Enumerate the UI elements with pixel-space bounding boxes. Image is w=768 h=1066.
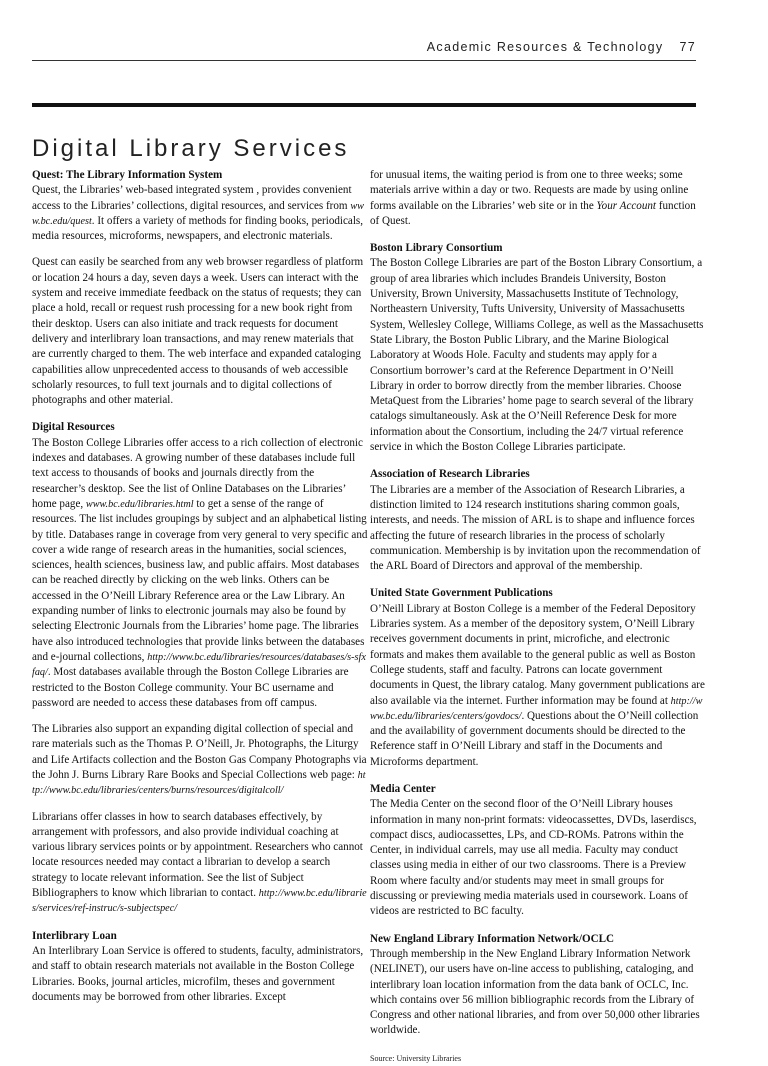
section-heading: Boston Library Consortium [370, 242, 503, 255]
text-run: The Boston College Libraries are part of the Boston Library Consortium, a group of area libraries which includes Brandeis University, Boston University, Brown University, Massachusetts Institute of Technology, Northeastern University, Tufts University, University of Massachusetts System, Wellesley College, Williams College, as well as the Massachusetts State Library, the Boston Public Library, and the Marine Biological Laboratory at Woods Hole. Faculty and students may apply for a Consortium borrower’s card at the Reference Department in O’Neill Library in order to borrow directly from the member libraries. Choose MetaQuest from the Libraries’ home page to search several of the library catalogs simultaneously. Ask at the O’Neill Reference Desk for more information about the Consortium, including the 24/7 virtual reference service in which the Boston College Libraries participate. [370, 257, 704, 454]
text-run: Quest can easily be searched from any web browser regardless of platform or location 24 hours a day, seven days a week. Users can interact with the system and receive immediate feedback on the status of requests; they can place a hold, recall or request rush processing for a new book right from their desktop. Users can also initiate and track requests for document delivery and interlibrary loan transactions, and may renew materials that are currently charged to them. The web interface and expanded cataloging capabilities allow unprecedented access to thousands of web accessible scholarly resources, to full text journals and to digital collections of photographs and other material. [32, 256, 364, 407]
text-run: An Interlibrary Loan Service is offered to students, faculty, administrators, and staff to obtain research materials not available in the Boston College Libraries. Books, journal articles, microfilm, theses and government documents may be borrowed from other libraries. Except [32, 944, 364, 1003]
paragraph [370, 797, 706, 919]
paragraph [32, 183, 368, 244]
text-run: The Libraries are a member of the Association of Research Libraries, a distinction limited to 124 research institutions sharing common goals, interests, and needs. The mission of ARL is to shape and influence forces affecting the future of research libraries in the process of scholarly communication. Membership is by invitation upon the recommendation of the ARL Board of Directors and approval of the membership. [370, 483, 701, 573]
right-column-sections [370, 168, 706, 1039]
text-run: for unusual items, the waiting period is from one to three weeks; some materials arrive within a day or two. Requests are made by using online forms available on the Libraries’ web site or in the [370, 169, 689, 212]
section [370, 782, 706, 920]
text-run: O’Neill Library at Boston College is a member of the Federal Depository Libraries system. As a member of the depository system, O’Neill Library receives government documents in print, microfiche, and electronic formats and makes them available to the general public as well as Boston College students, staff and faculty. Patrons can locate government documents in Quest, the library catalog. Many government publications are also available via the internet. Further information may be found at [370, 602, 705, 707]
section [370, 932, 706, 1039]
text-run: Quest, the Libraries’ web-based integrated system , provides convenient access to the Libraries’ collections, digital resources, and services from [32, 184, 352, 212]
url-link[interactable]: http://www.bc.edu/libraries/resources/databases/s-sfxfaq/ [32, 651, 366, 679]
left-column [32, 168, 368, 1017]
page-number: 77 [679, 40, 696, 54]
section [32, 420, 368, 916]
section-heading: United State Government Publications [370, 587, 553, 600]
running-head-title: Academic Resources & Technology [426, 40, 664, 54]
title-rule [32, 103, 696, 107]
section-heading: Digital Resources [32, 421, 115, 434]
running-head [427, 40, 696, 54]
text-run: . Most databases available through the Boston College Libraries are restricted to the Boston College community. Your BC username and password are needed to access these databases from off campus. [32, 666, 349, 709]
url-link[interactable]: http://www.bc.edu/libraries/centers/govdocs/ [370, 695, 703, 722]
section [370, 241, 706, 455]
section-heading: Media Center [370, 782, 436, 795]
header-rule [32, 60, 696, 61]
url-link[interactable]: www.bc.edu/quest [32, 200, 364, 227]
page-title: Digital Library Services [32, 135, 350, 162]
text-run: The Media Center on the second floor of the O’Neill Library houses information in many non-print formats: videocassettes, DVDs, laserdiscs, compact discs, audiocassettes, LPs, and CD-ROMs. Patrons within the Center, in individual carrels, may use all media. Faculty may conduct classes using media in either of our two classrooms. There is a Preview Room where faculty and/or students may meet in small groups for discussing or previewing media materials used in coursework. Loans of videos are restricted to BC faculty. [370, 798, 697, 918]
section [370, 467, 706, 574]
text-run: . It offers a variety of methods for finding books, periodicals, media resources, microforms, newspapers, and electronic materials. [32, 214, 364, 243]
text-run: Librarians offer classes in how to search databases effectively, by arrangement with professors, and also provide individual coaching at various library services points or by appointment. Researchers who cannot locate resources needed may contact a librarian to develop a search strategy to locate relevant information. See the list of Subject Bibliographers to know which librarian to contact. [32, 810, 363, 900]
paragraph [32, 810, 368, 917]
paragraph [32, 255, 368, 408]
section-heading: New England Library Information Network/OCLC [370, 932, 615, 945]
emphasis-text: Your Account [596, 199, 657, 212]
paragraph [370, 602, 706, 770]
url-link[interactable]: http://www.bc.edu/libraries/services/ref-instruc/s-subjectspec/ [32, 888, 367, 915]
source-note: Source: University Libraries [370, 1053, 462, 1063]
text-run: to get a sense of the range of resources. The list includes groupings by subject and an alphabetical listing by title. Databases range in coverage from very general to very specific and cover a wide range of research areas in the humanities, social sciences, sciences, health sciences, business law, and public affairs. Most databases can be reached directly by clicking on the web links. Others can be accessed in the O’Neill Library Reference area or the Law Library. An expanding number of links to electronic journals may also be found by selecting Electronic Journals from the Libraries’ home page. The libraries have also introduced technologies that provide links between the databases and e-journal collections, [32, 497, 368, 663]
url-link[interactable]: http://www.bc.edu/libraries/centers/burns/resources/digitalcoll/ [32, 769, 366, 797]
text-run: function of Quest. [370, 199, 696, 227]
section [32, 168, 368, 408]
text-run: . Questions about the O’Neill collection and the availability of government documents should be directed to the Reference staff in O’Neill Library and staff in the Documents and Microforms department. [370, 709, 699, 768]
text-run: The Libraries also support an expanding digital collection of special and rare materials such as the Thomas P. O’Neill, Jr. Photographs, the Liturgy and Life Artifacts collection and the Boston Gas Company Photographs via the John J. Burns Library Rare Books and Special Collections web page: [32, 723, 367, 781]
url-link[interactable]: www.bc.edu/libraries.html [85, 498, 194, 510]
text-run: The Boston College Libraries offer access to a rich collection of electronic indexes and databases. A growing number of these databases include full text access to thousands of books and journals directly from the researcher’s desktop. See the list of Online Databases on the Libraries’ home page, [32, 436, 363, 510]
section [370, 168, 706, 229]
paragraph [32, 944, 368, 1005]
right-column [370, 168, 706, 1066]
paragraph [370, 947, 706, 1039]
paragraph [32, 436, 368, 711]
section-heading: Interlibrary Loan [32, 929, 117, 942]
section [370, 586, 706, 770]
paragraph [32, 722, 368, 798]
paragraph [370, 168, 706, 229]
paragraph [370, 256, 706, 455]
section-heading: Association of Research Libraries [370, 468, 530, 481]
paragraph [370, 483, 706, 575]
text-run: Through membership in the New England Library Information Network (NELINET), our users have on-line access to publishing, cataloging, and interlibrary loan location information from the data bank of OCLC, Inc. which contains over 56 million bibliographic records from the Library of Congress and other national libraries, and from over 50,000 other libraries worldwide. [370, 947, 700, 1037]
section-heading: Quest: The Library Information System [32, 169, 223, 181]
